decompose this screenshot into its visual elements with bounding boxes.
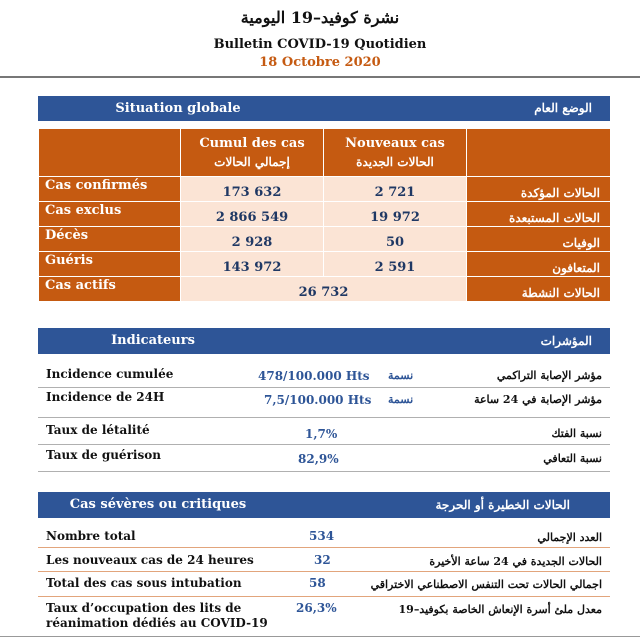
indicator-label-ar: نسبة الفتك [551,427,602,440]
header-divider [0,76,640,78]
table-row [39,252,611,277]
col-cumul-header [181,129,324,177]
row-label-fr: Décès [39,227,181,252]
severe-value: 26,3% [296,601,337,615]
indicator-label-ar: مؤشر الإصابة في 24 ساعة [474,393,602,406]
indicator-label-fr: Incidence de 24H [46,390,165,404]
col-cumul-ar: إجمالي الحالات [214,155,290,169]
row-label-ar: المتعافون [467,252,611,277]
situation-title-fr: Situation globale [115,101,241,116]
situation-header-row [39,129,611,177]
situation-title-ar: الوضع العام [534,101,592,115]
bulletin-title-arabic: نشرة كوفيد–19 اليومية [240,8,400,27]
indicator-value: 82,9% [298,452,339,466]
bulletin-date: 18 Octobre 2020 [259,55,381,70]
severe-header-bar [38,492,610,518]
severe-value: 534 [309,529,335,543]
bulletin-title-french: Bulletin COVID-19 Quotidien [213,37,427,52]
cumul-value: 2 866 549 [181,202,324,227]
active-cases-row [39,277,611,302]
row-label-fr: Cas confirmés [39,177,181,202]
indicators-header-bar [38,328,610,354]
severe-label-ar: الحالات الجديدة في 24 ساعة الأخيرة [429,555,602,568]
indicator-label-ar: نسبة التعافي [543,452,602,465]
severe-title-fr: Cas sévères ou critiques [69,497,247,512]
page-bottom-divider [0,636,640,637]
severe-value: 58 [309,576,326,590]
indicators-title-ar: المؤشرات [540,334,592,348]
severe-label-ar: معدل ملئ أسرة الإنعاش الخاصة بكوفيد–19 [398,603,602,616]
col-new-ar: الحالات الجديدة [356,155,434,169]
cumul-value: 173 632 [181,177,324,202]
row-divider [38,387,610,388]
row-divider [38,547,610,548]
row-label-ar: الحالات المستبعدة [467,202,611,227]
table-row [39,202,611,227]
new-value: 2 591 [324,252,467,277]
indicator-label-fr: Taux de létalité [46,423,150,437]
row-divider [38,596,610,597]
col-new-header [324,129,467,177]
header-empty-cell-right [467,129,611,177]
severe-label-fr-line1: Taux d’occupation des lits de [46,601,242,615]
severe-row [38,601,610,633]
indicator-label-fr: Incidence cumulée [46,367,174,381]
indicators-title-fr: Indicateurs [111,333,195,348]
row-divider [38,417,610,418]
indicator-value: 1,7% [305,427,338,441]
severe-label-fr: Total des cas sous intubation [46,576,242,590]
indicator-value: 7,5/100.000 Hts [264,393,372,407]
indicator-unit-ar: نسمة [388,393,414,406]
active-label-ar: الحالات النشطة [467,277,611,302]
situation-table [38,128,611,302]
severe-label-fr: Les nouveaux cas de 24 heures [46,553,254,567]
severe-label-fr-line2: réanimation dédiés au COVID-19 [46,616,268,630]
row-divider [38,444,610,445]
row-label-ar: الوفيات [467,227,611,252]
table-row [39,227,611,252]
row-label-ar: الحالات المؤكدة [467,177,611,202]
row-divider [38,471,610,472]
row-label-fr: Guéris [39,252,181,277]
col-cumul-fr: Cumul des cas [199,136,305,151]
indicator-label-ar: مؤشر الإصابة التراكمي [496,369,602,382]
situation-header-bar [38,96,610,121]
row-label-fr: Cas exclus [39,202,181,227]
indicator-unit-ar: نسمة [388,369,414,382]
severe-title-ar: الحالات الخطيرة أو الحرجة [435,498,570,512]
severe-label-ar: العدد الإجمالي [537,531,602,544]
header-empty-cell [39,129,181,177]
active-label-fr: Cas actifs [39,277,181,302]
indicator-label-fr: Taux de guérison [46,448,161,462]
active-value: 26 732 [181,277,467,302]
col-new-fr: Nouveaux cas [345,136,445,151]
new-value: 50 [324,227,467,252]
cumul-value: 143 972 [181,252,324,277]
indicator-value: 478/100.000 Hts [258,369,370,383]
cumul-value: 2 928 [181,227,324,252]
severe-value: 32 [314,553,331,567]
row-divider [38,571,610,572]
table-row [39,177,611,202]
severe-label-fr: Nombre total [46,529,136,543]
new-value: 2 721 [324,177,467,202]
new-value: 19 972 [324,202,467,227]
severe-label-ar: اجمالي الحالات تحت التنفس الاصطناعي الاختراقي [370,578,602,591]
